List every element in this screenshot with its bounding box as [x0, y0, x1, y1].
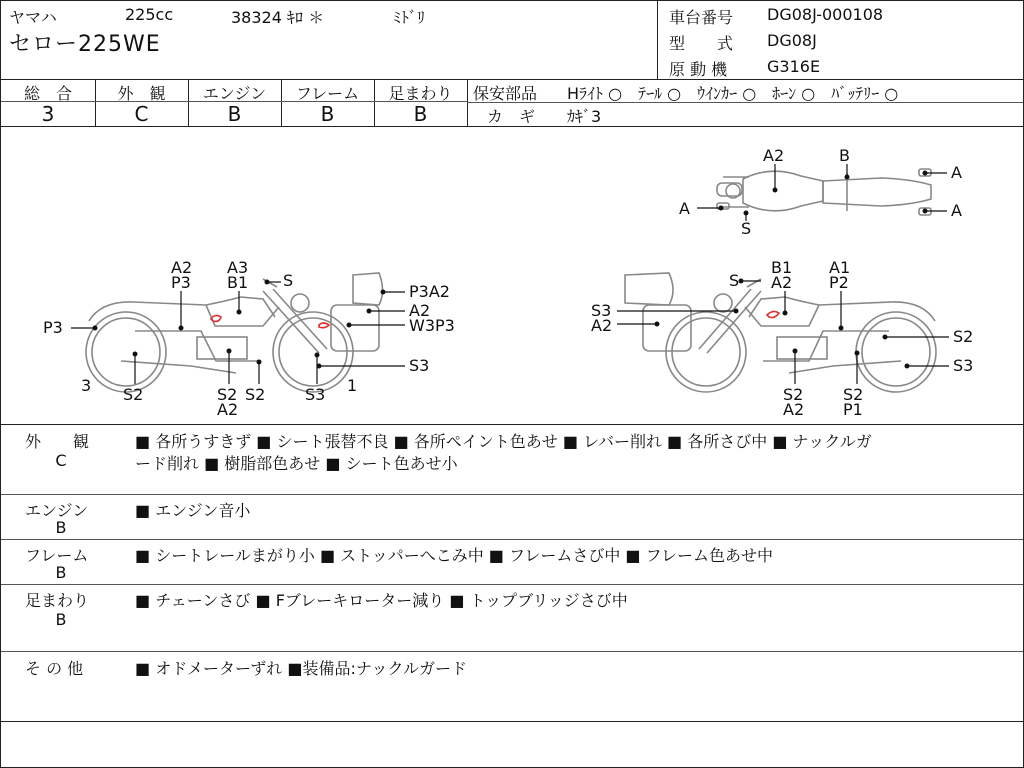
remark-text-suspension: ■ チェーンさび ■ Fブレーキローター減り ■ トップブリッジさび中 — [135, 591, 628, 610]
frame-number: DG08J-000108 — [767, 5, 884, 24]
damage-label: A2 — [763, 146, 785, 165]
damage-label: P3A2 — [409, 282, 450, 301]
damage-label: S3 — [409, 356, 430, 375]
remark-category-frame: フレーム — [25, 546, 89, 565]
mileage: 38324 ｷﾛ ＊ — [231, 8, 325, 27]
damage-label: A — [951, 163, 962, 182]
damage-label: A1 — [829, 258, 851, 277]
remark-text-other: ■ オドメーターずれ ■装備品:ナックルガード — [135, 659, 468, 678]
remark-grade-suspension: B — [55, 610, 67, 629]
grade-frame: B — [320, 102, 335, 126]
remark-category-engine: エンジン — [25, 501, 89, 520]
remark-text-engine: ■ エンジン音小 — [135, 501, 251, 520]
damage-label: S3 — [591, 301, 612, 320]
motorcycle-damage-diagram — [1, 127, 1023, 424]
remark-text-frame: ■ シートレールまがり小 ■ ストッパーへこみ中 ■ フレームさび中 ■ フレーム色あせ中 — [135, 546, 773, 565]
damage-label: S2 — [217, 385, 238, 404]
grade-frame-label: フレーム — [295, 84, 360, 103]
remark-grade-engine: B — [55, 518, 67, 537]
grade-exterior-label: 外 観 — [117, 84, 166, 103]
damage-label: S2 — [245, 385, 266, 404]
model-type: DG08J — [767, 31, 817, 50]
maker: ヤマハ — [9, 8, 57, 27]
damage-label: S — [741, 219, 752, 238]
damage-label: B1 — [771, 258, 793, 277]
remark-grade-frame: B — [55, 563, 67, 582]
frame-number-label: 車台番号 — [669, 8, 734, 27]
damage-label: A2 — [783, 400, 805, 419]
damage-label: B — [839, 146, 850, 165]
damage-label: P2 — [829, 273, 849, 292]
damage-label: A3 — [227, 258, 249, 277]
damage-label: B1 — [227, 273, 249, 292]
damage-label: 3 — [81, 376, 92, 395]
damage-label: A2 — [409, 301, 431, 320]
damage-label: A2 — [771, 273, 793, 292]
damage-label: A2 — [591, 316, 613, 335]
remark-grade-exterior: C — [55, 451, 67, 470]
remark-category-other: そ の 他 — [25, 659, 84, 678]
grade-suspension-label: 足まわり — [388, 84, 453, 103]
damage-label: S2 — [843, 385, 864, 404]
damage-label: S2 — [123, 385, 144, 404]
damage-label: S2 — [953, 327, 974, 346]
damage-label: A2 — [171, 258, 193, 277]
grade-total-label: 総 合 — [23, 84, 72, 103]
grade-suspension: B — [413, 102, 428, 126]
damage-label: P3 — [43, 318, 63, 337]
safety-parts-items: Hﾗｲﾄ ○ ﾃｰﾙ ○ ｳｲﾝｶｰ ○ ﾎｰﾝ ○ ﾊﾞｯﾃﾘｰ ○ — [567, 84, 899, 103]
remark-category-exterior: 外 観 — [25, 432, 90, 451]
model-type-label: 型 式 — [669, 34, 734, 53]
displacement: 225cc — [125, 5, 174, 24]
damage-label: 1 — [347, 376, 358, 395]
model-name: セロー225WE — [9, 32, 161, 57]
grade-engine-label: エンジン — [202, 84, 267, 103]
grade-exterior: C — [134, 102, 149, 126]
remark-text-exterior: ■ 各所うすきず ■ シート張替不良 ■ 各所ペイント色あせ ■ レバー削れ ■ 各所さび中 ■ ナックルガ — [135, 432, 872, 451]
damage-label: P3 — [171, 273, 191, 292]
safety-parts-label: 保安部品 — [473, 84, 538, 103]
key-count: ｶｷﾞ3 — [567, 107, 602, 126]
damage-label: P1 — [843, 400, 863, 419]
grade-engine: B — [227, 102, 242, 126]
engine-code: G316E — [767, 57, 821, 76]
damage-label: A — [951, 201, 962, 220]
color: ﾐﾄﾞﾘ — [393, 8, 426, 27]
damage-label: S3 — [953, 356, 974, 375]
damage-label: A2 — [217, 400, 239, 419]
grade-total: 3 — [41, 102, 55, 126]
key-label: カ ギ — [487, 107, 536, 126]
damage-label: S2 — [783, 385, 804, 404]
damage-label: W3P3 — [409, 316, 455, 335]
remark-category-suspension: 足まわり — [25, 591, 90, 610]
remark-text-exterior-2: ード削れ ■ 樹脂部色あせ ■ シート色あせ小 — [135, 454, 458, 473]
damage-label: S — [283, 271, 294, 290]
damage-label: S — [729, 271, 740, 290]
damage-label: A — [679, 199, 690, 218]
motorcycle-top-view — [717, 169, 931, 215]
damage-label: S3 — [305, 385, 326, 404]
engine-code-label: 原 動 機 — [669, 60, 728, 79]
